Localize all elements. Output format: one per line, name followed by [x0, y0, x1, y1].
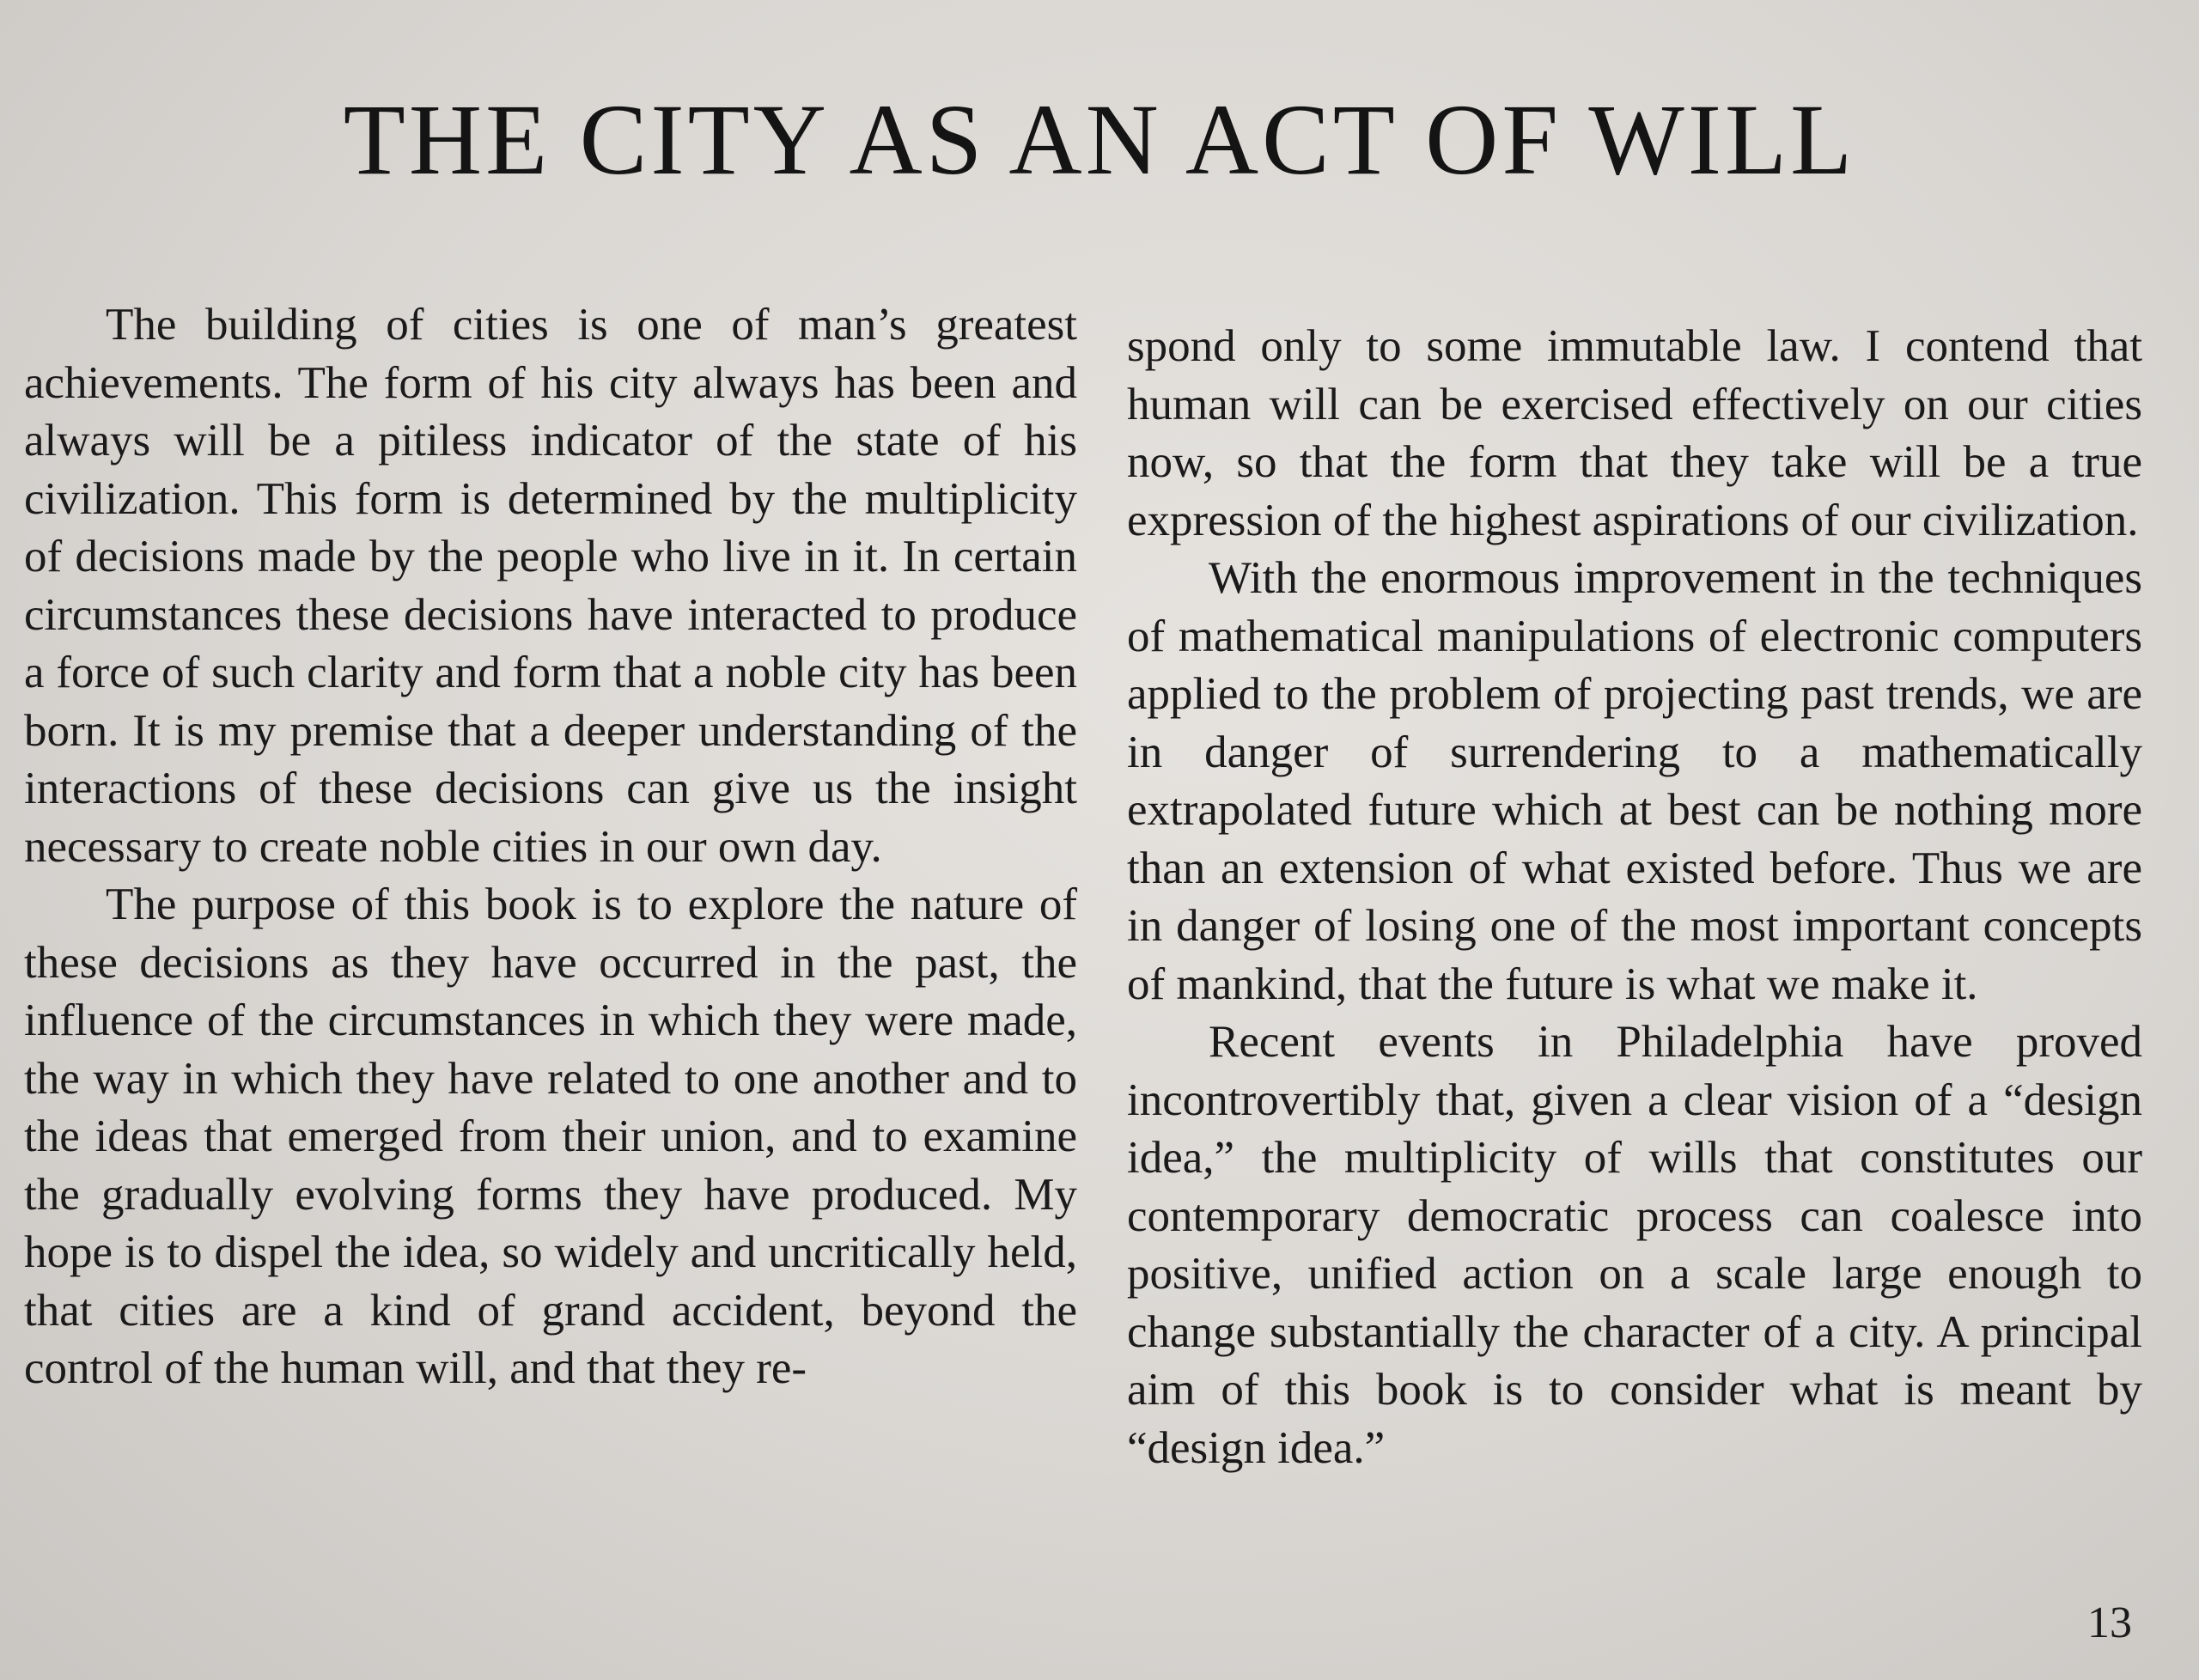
paragraph-purpose-continued: spond only to some immutable law. I contend that human will can be exercised effectively on our cities now, so that the form that they take will be a true expression of the highest aspirations of our civilization. [1127, 321, 2142, 545]
paragraph-philadelphia: Recent events in Philadelphia have proved incontrovertibly that, given a clear vision of a “design idea,” the multiplicity of wills that constitutes our contemporary democratic process can coalesce into positive, unified action on a scale large enough to change substantially the character of a city. A principal aim of this book is to consider what is meant by “design idea.” [1127, 1017, 2142, 1473]
page-title: THE CITY AS AN ACT OF WILL [343, 83, 1856, 196]
paragraph-intro: The building of cities is one of man’s greatest achievements. The form of his city always has been and always will be a pitiless indicator of the state of his civilization. This form is determined by the multiplicity of decisions made by the people who live in it. In certain circumstances these decisions have interacted to produce a force of such clarity and form that a noble city has been born. It is my premise that a deeper understanding of the interactions of these decisions can give us the insight necessary to create noble cities in our own day. [24, 300, 1077, 872]
paragraph-computers: With the enormous improvement in the techniques of mathematical manipulations of electronic computers applied to the problem of projecting past trends, we are in danger of surrendering to a mathematically extrapolated future which at best can be nothing more than an extension of what existed before. Thus we are in danger of losing one of the most important concepts of mankind, that the future is what we make it. [1127, 553, 2142, 1009]
left-column [24, 296, 1077, 1398]
page-number: 13 [2087, 1598, 2132, 1647]
paragraph-purpose: The purpose of this book is to explore the nature of these decisions as they have occurred in the past, the influence of the circumstances in which they were made, the way in which they have related to one another and to the ideas that emerged from their union, and to examine the gradually evolving forms they have produced. My hope is to dispel the idea, so widely and uncritically held, that cities are a kind of grand accident, beyond the control of the human will, and that they re- [24, 880, 1077, 1393]
right-column [1127, 318, 2142, 1477]
